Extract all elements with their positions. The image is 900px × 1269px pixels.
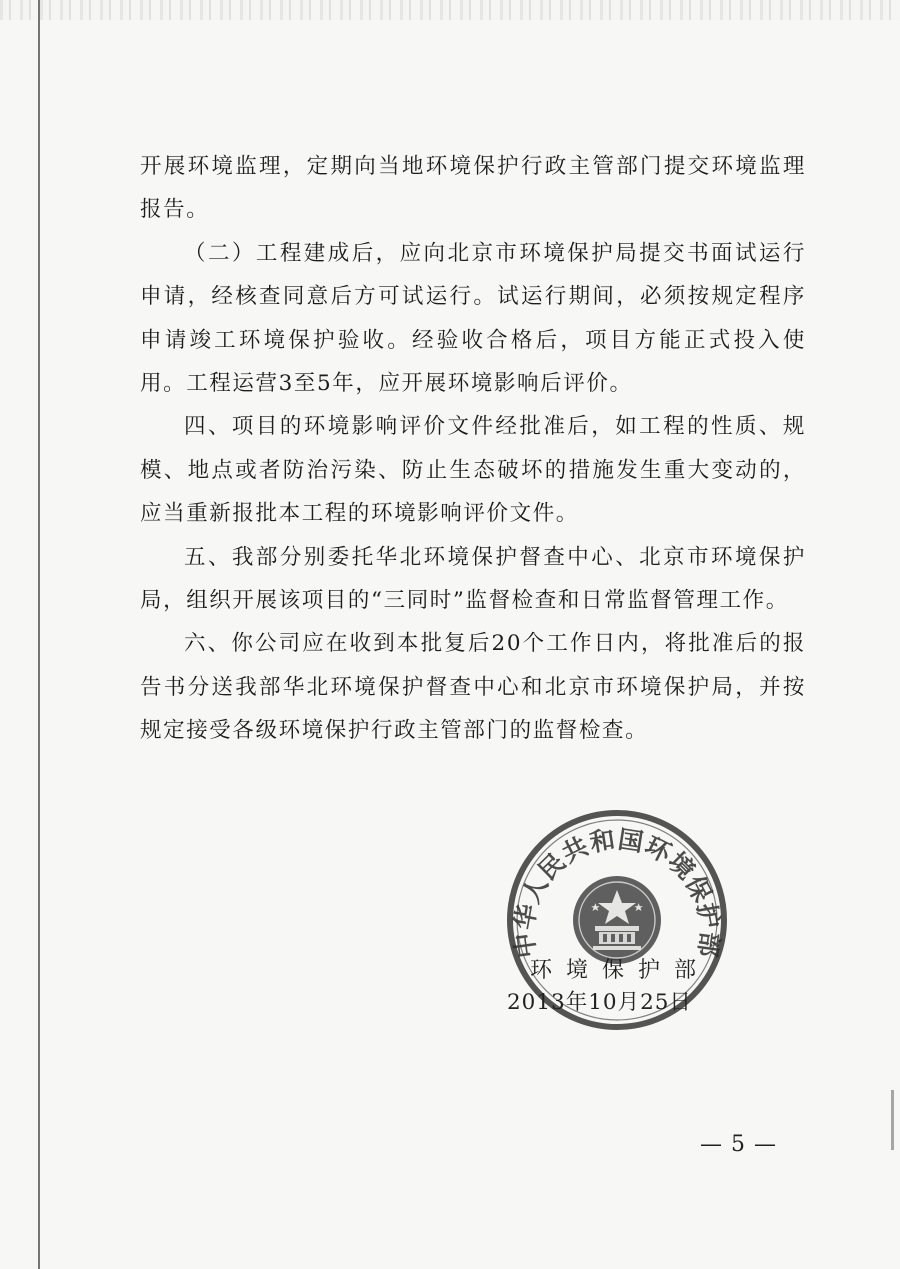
page-number: — 5 —	[700, 1132, 777, 1157]
scan-edge-mark	[891, 1090, 894, 1150]
issue-date: 2013年10月25日	[507, 990, 692, 1015]
paragraph-continuation: 开展环境监理，定期向当地环境保护行政主管部门提交环境监理报告。	[140, 154, 806, 223]
binding-line	[38, 0, 40, 1269]
scan-edge-noise	[0, 0, 900, 20]
paragraph-item-2: （二）工程建成后，应向北京市环境保护局提交书面试运行申请，经核查同意后方可试运行。试运行期间，必须按规定程序申请竣工环境保护验收。经验收合格后，项目方能正式投入使用。工程运营3至5年，应开展环境影响后评价。	[140, 240, 806, 397]
issuing-organization: 环境保护部	[530, 958, 711, 983]
svg-text:中华人民共和国环境保护部: 中华人民共和国环境保护部	[509, 824, 725, 960]
paragraph-item-6: 六、你公司应在收到本批复后20个工作日内，将批准后的报告书分送我部华北环境保护督查中心和北京市环境保护局，并按规定接受各级环境保护行政主管部门的监督检查。	[140, 631, 806, 744]
document-body	[140, 145, 806, 753]
paragraph-item-4: 四、项目的环境影响评价文件经批准后，如工程的性质、规模、地点或者防治污染、防止生态破坏的措施发生重大变动的，应当重新报批本工程的环境影响评价文件。	[140, 414, 806, 527]
paragraph-item-5: 五、我部分别委托华北环境保护督查中心、北京市环境保护局，组织开展该项目的“三同时”监督检查和日常监督管理工作。	[140, 544, 806, 614]
